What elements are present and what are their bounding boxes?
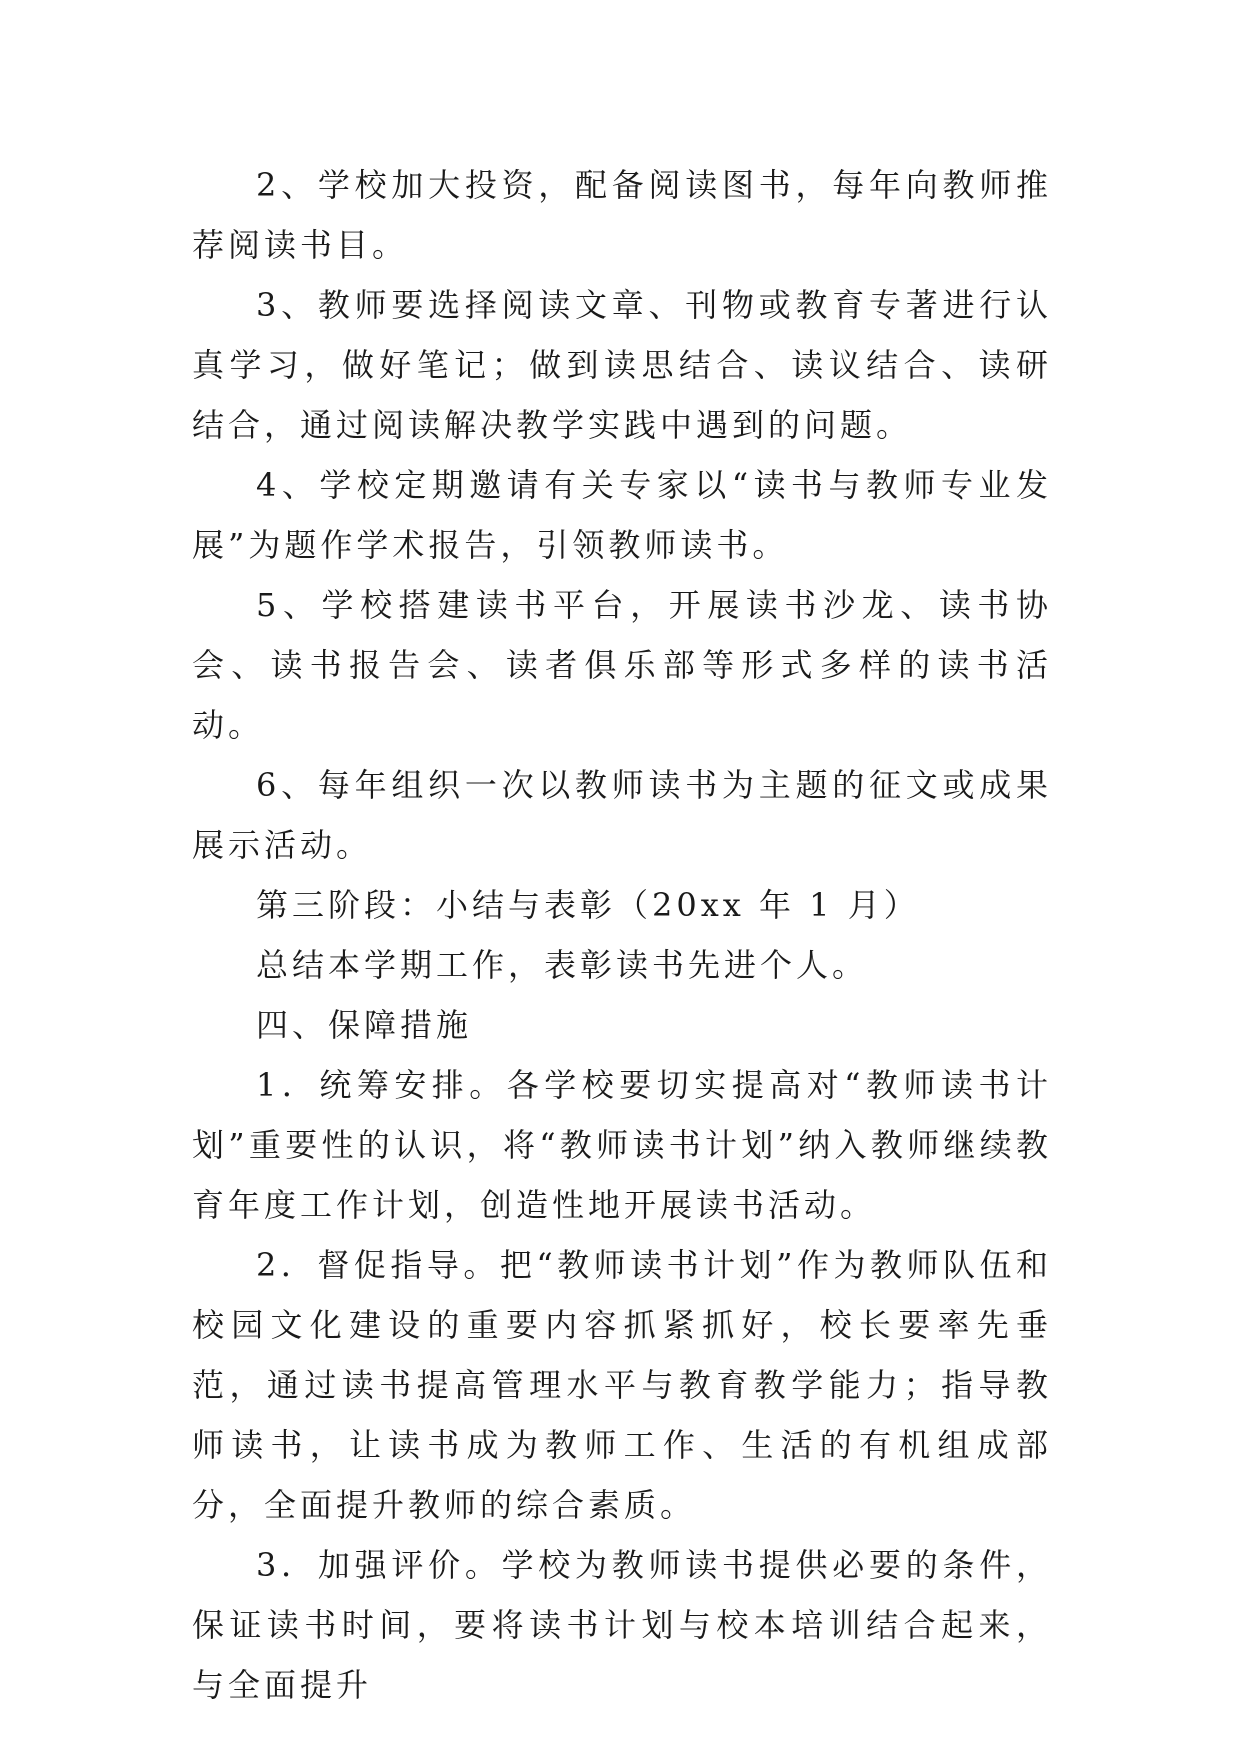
guarantee-item-1: 1．统筹安排。各学校要切实提高对“教师读书计划”重要性的认识，将“教师读书计划”纳入教师继续教育年度工作计划，创造性地开展读书活动。 <box>192 1066 1052 1224</box>
section-heading-guarantee: 四、保障措施 <box>256 1006 473 1044</box>
document-page <box>192 155 1052 1715</box>
paragraph-item-2: 2、学校加大投资，配备阅读图书，每年向教师推荐阅读书目。 <box>192 166 1052 264</box>
paragraph-item-4: 4、学校定期邀请有关专家以“读书与教师专业发展”为题作学术报告，引领教师读书。 <box>192 466 1052 564</box>
paragraph-item-3: 3、教师要选择阅读文章、刊物或教育专著进行认真学习，做好笔记；做到读思结合、读议结合、读研结合，通过阅读解决教学实践中遇到的问题。 <box>192 286 1052 444</box>
guarantee-item-3: 3．加强评价。学校为教师读书提供必要的条件，保证读书时间，要将读书计划与校本培训结合起来，与全面提升 <box>192 1546 1052 1704</box>
stage-three-heading: 第三阶段：小结与表彰（20xx 年 1 月） <box>256 886 920 924</box>
stage-three-summary: 总结本学期工作，表彰读书先进个人。 <box>256 946 869 984</box>
paragraph-item-6: 6、每年组织一次以教师读书为主题的征文或成果展示活动。 <box>192 766 1052 864</box>
paragraph-item-5: 5、学校搭建读书平台，开展读书沙龙、读书协会、读书报告会、读者俱乐部等形式多样的读书活动。 <box>192 586 1052 744</box>
guarantee-item-2: 2．督促指导。把“教师读书计划”作为教师队伍和校园文化建设的重要内容抓紧抓好，校长要率先垂范，通过读书提高管理水平与教育教学能力；指导教师读书，让读书成为教师工作、生活的有机组成部分，全面提升教师的综合素质。 <box>192 1246 1052 1524</box>
